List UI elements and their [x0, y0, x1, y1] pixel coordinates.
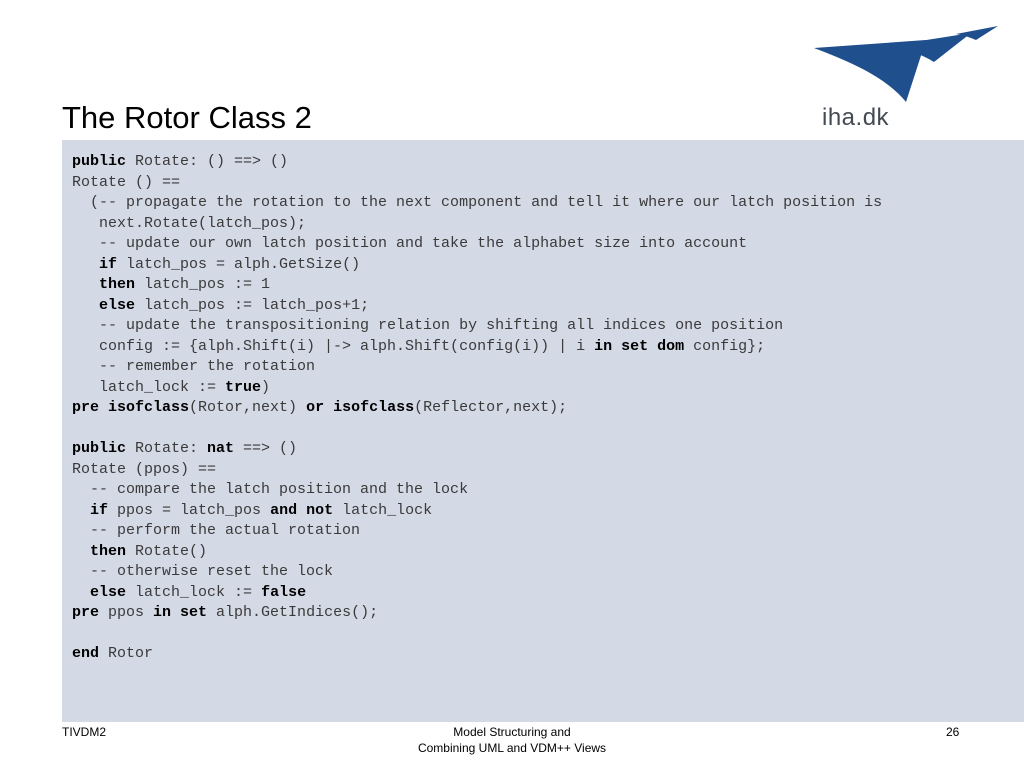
- code-line: [72, 398, 1024, 419]
- footer-course-code: TIVDM2: [62, 725, 107, 739]
- code-panel: [62, 140, 1024, 722]
- code-text: -- update our own latch position and take the alphabet size into account: [72, 235, 748, 252]
- code-keyword: else: [99, 296, 136, 314]
- code-text: config := {alph.Shift(i) |-> alph.Shift(config(i)) | i: [72, 337, 595, 355]
- code-line: [72, 644, 1024, 665]
- code-text: latch_lock :=: [126, 583, 262, 601]
- code-keyword: public: [72, 440, 127, 457]
- code-keyword: then: [99, 276, 136, 293]
- code-line: [72, 439, 1024, 460]
- code-text: [72, 502, 90, 519]
- code-text: ppos: [99, 604, 154, 621]
- code-line: [72, 501, 1024, 522]
- code-line: [72, 214, 1024, 235]
- footer-title-line-1: Model Structuring and: [453, 725, 571, 739]
- code-keyword: nat: [207, 440, 235, 457]
- code-line: [72, 337, 1024, 358]
- code-line: [72, 480, 1024, 501]
- code-text: [72, 276, 99, 293]
- code-text: alph.GetIndices();: [207, 604, 379, 621]
- code-line: [72, 234, 1024, 255]
- code-text: latch_pos := latch_pos+1;: [135, 296, 370, 314]
- code-line: [72, 357, 1024, 378]
- code-text: [72, 297, 99, 314]
- code-text: (Reflector,next);: [414, 399, 568, 416]
- code-line: [72, 255, 1024, 276]
- code-line: [72, 419, 1024, 440]
- code-text: Rotate: () ==> (): [126, 153, 289, 170]
- code-keyword: then: [90, 542, 127, 560]
- code-keyword: false: [261, 583, 307, 601]
- code-line: [72, 542, 1024, 563]
- code-text: -- otherwise reset the lock: [72, 563, 334, 580]
- code-line: [72, 521, 1024, 542]
- code-line: [72, 173, 1024, 194]
- code-keyword: end: [72, 645, 100, 662]
- code-line: [72, 316, 1024, 337]
- code-keyword: if: [99, 255, 118, 273]
- code-text: latch_pos := 1: [135, 276, 271, 293]
- code-keyword: pre isofclass: [72, 399, 190, 416]
- code-text: Rotate (ppos) ==: [72, 460, 217, 478]
- code-text: [72, 543, 90, 560]
- code-keyword: public: [72, 153, 127, 170]
- footer-title-line-2: Combining UML and VDM++ Views: [417, 741, 607, 755]
- code-keyword: and not: [270, 501, 334, 519]
- code-text: ppos = latch_pos: [108, 501, 271, 519]
- code-keyword: true: [225, 378, 262, 396]
- code-text: ==> (): [234, 440, 298, 457]
- code-text: -- remember the rotation: [72, 358, 316, 375]
- code-line: [72, 296, 1024, 317]
- code-text: [72, 256, 99, 273]
- code-line: [72, 583, 1024, 604]
- code-text: latch_lock: [333, 501, 433, 519]
- code-keyword: pre: [72, 604, 100, 621]
- footer-page-number: 26: [946, 725, 960, 739]
- code-keyword: or isofclass: [306, 399, 415, 416]
- code-line: [72, 193, 1024, 214]
- code-line: [72, 378, 1024, 399]
- code-line: [72, 152, 1024, 173]
- code-text: ): [261, 378, 271, 396]
- code-text: Rotate () ==: [72, 173, 181, 191]
- code-text: latch_lock :=: [72, 378, 226, 396]
- code-line: [72, 460, 1024, 481]
- code-text: Rotate:: [126, 440, 208, 457]
- code-text: (-- propagate the rotation to the next component and tell it where our latch position is: [72, 194, 883, 211]
- code-text: Rotor: [99, 645, 154, 662]
- code-keyword: if: [90, 501, 109, 519]
- code-line: [72, 275, 1024, 296]
- code-text: -- perform the actual rotation: [72, 522, 361, 539]
- code-line: [72, 562, 1024, 583]
- code-keyword: in set: [153, 604, 208, 621]
- code-line: [72, 624, 1024, 645]
- code-text: next.Rotate(latch_pos);: [72, 214, 307, 232]
- code-keyword: in set dom: [594, 337, 685, 355]
- code-text: (Rotor,next): [189, 399, 307, 416]
- code-line: [72, 603, 1024, 624]
- footer-presentation-title: [362, 724, 662, 756]
- code-text: -- compare the latch position and the lock: [72, 481, 469, 498]
- logo-text: iha.dk: [822, 104, 890, 131]
- code-text: latch_pos = alph.GetSize(): [117, 255, 361, 273]
- code-text: config};: [684, 337, 766, 355]
- slide-title: The Rotor Class 2: [62, 100, 312, 135]
- code-text: -- update the transpositioning relation by shifting all indices one position: [72, 317, 784, 334]
- code-keyword: else: [90, 583, 127, 601]
- code-text: Rotate(): [126, 542, 208, 560]
- code-text: [72, 584, 90, 601]
